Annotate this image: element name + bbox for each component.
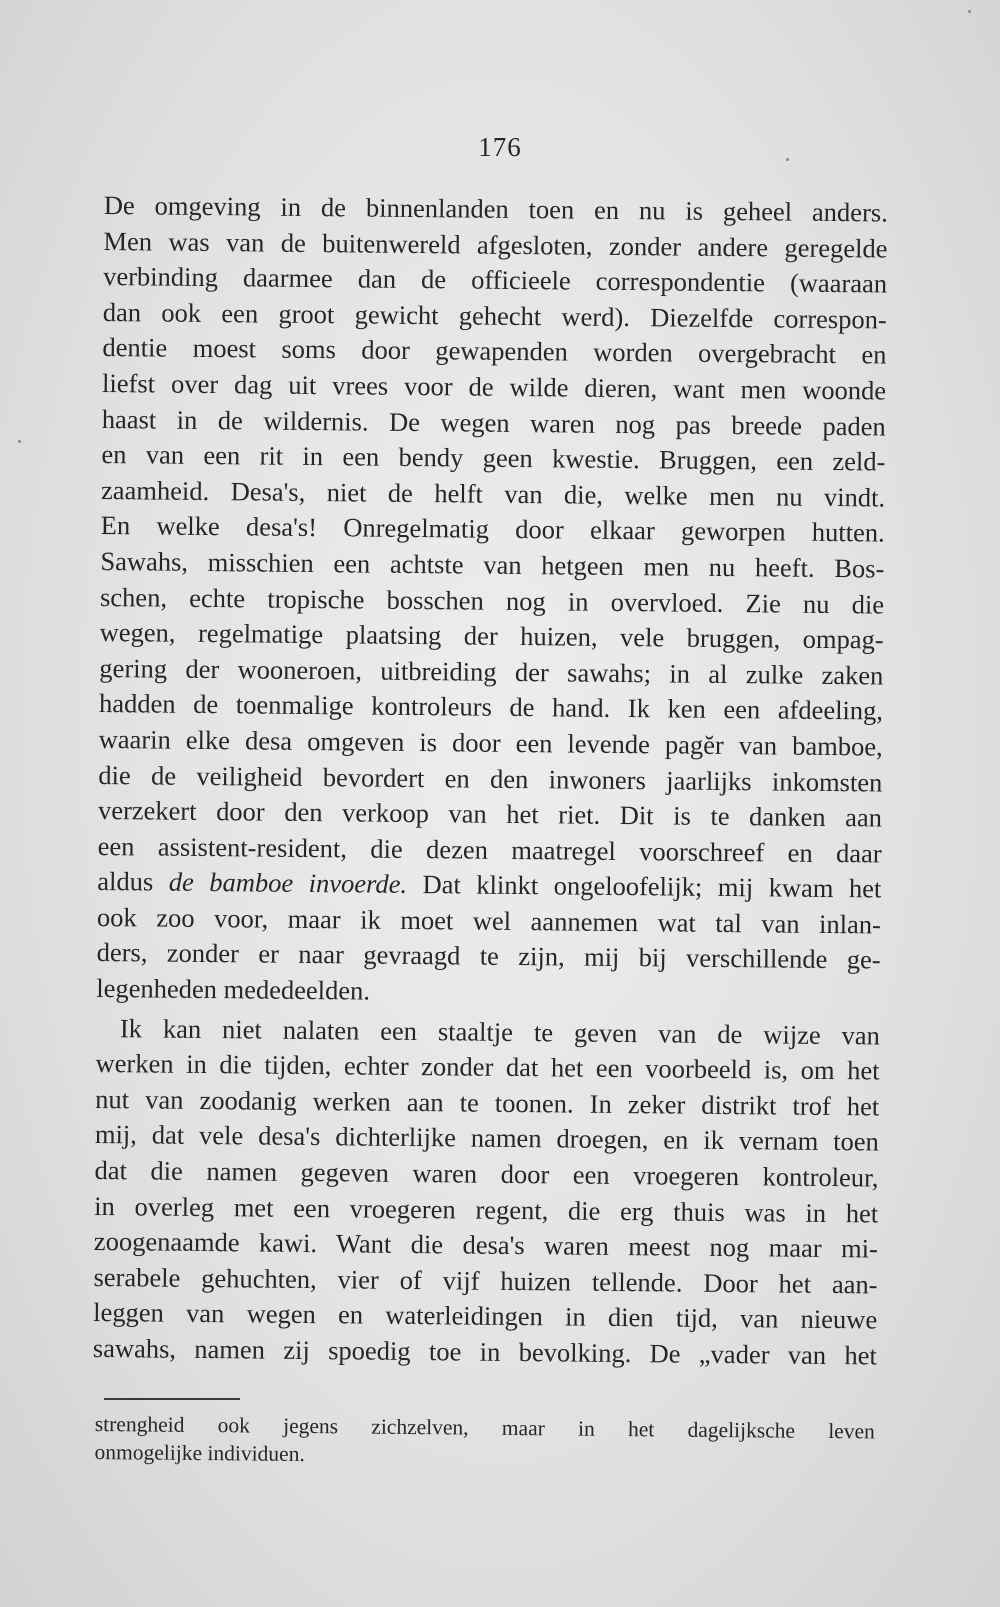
text-line: dat die namen gegeven waren door een vroegeren kontroleur, [94,1154,879,1193]
text-line: serabele gehuchten, vier of vijf huizen tellende. Door het aan- [93,1261,878,1300]
page-number: 176 [478,132,522,162]
text-line: Ik kan niet nalaten een staaltje te geven van de wijze van [119,1012,881,1051]
text-line: werken in die tijden, echter zonder dat het een voorbeeld is, om het [95,1048,880,1086]
text-line: schen, echte tropische bosschen nog in overvloed. Zie nu die [99,581,885,620]
text-line: dan ook een groot gewicht gehecht werd). Diezelfde correspon- [102,296,887,335]
body-text [93,188,888,1374]
text-line: ook zoo voor, maar ik moet wel aannemen wat tal van inlan- [96,901,882,940]
text-line: die de veiligheid bevordert en den inwoners jaarlijks inkomsten [98,759,883,797]
text-line: leggen van wegen en waterleidingen in dien tijd, van nieuwe [93,1297,878,1335]
text-line: liefst over dag uit vrees voor de wilde dieren, want men woonde [101,367,887,406]
paper-speck [968,10,971,13]
footnote-line: strengheid ook jegens zichzelven, maar in het dagelijksche leven [94,1411,875,1444]
italic-phrase: de bamboe invoerde. [168,866,408,900]
text-line: en van een rit in een bendy geen kwestie. Bruggen, een zeld- [101,439,886,477]
text-line: dentie moest soms door gewapenden worden overgebracht en [102,332,887,370]
text-line: legenheden mededeelden. [96,973,371,1006]
text-line: een assistent-resident, die dezen maatregel voorschreef en daar [97,830,882,869]
text-line: ders, zonder er naar gevraagd te zijn, mij bij verschillende ge- [96,937,881,975]
text-line: Sawahs, misschien een achtste van hetgeen men nu heeft. Bos- [100,545,885,584]
text-line: De omgeving in de binnenlanden toen en nu is geheel anders. [103,189,888,228]
text-line: verbinding daarmee dan de officieele correspondentie (waaraan [103,261,888,299]
text-line: nut van zoodanig werken aan te toonen. In zeker distrikt trof het [95,1083,880,1122]
paper-speck [786,158,789,161]
text-line: Men was van de buitenwereld afgesloten, zonder andere geregelde [103,225,888,264]
footnote [94,1410,875,1473]
text-line: verzekert door den verkoop van het riet. Dit is te danken aan [97,795,883,833]
text-line: zoogenaamde kawi. Want die desa's waren meest nog maar mi- [93,1226,878,1264]
text-line: sawahs, namen zij spoedig toe in bevolking. De „vader van het [92,1332,877,1371]
paper-speck [18,440,21,443]
text-line: in overleg met een vroegeren regent, die erg thuis was in het [94,1190,879,1229]
text-line: mij, dat vele desa's dichterlijke namen droegen, en ik vernam toen [94,1119,880,1157]
text-line: zaamheid. Desa's, niet de helft van die, welke men nu vindt. [100,474,886,513]
text-line: wegen, regelmatige plaatsing der huizen, vele bruggen, ompag- [99,617,884,655]
text-line: waarin elke desa omgeven is door een levende pagĕr van bamboe, [98,723,883,762]
text-line: gering der wooneroen, uitbreiding der sawahs; in al zulke zaken [99,652,884,691]
text-segment: aldus [97,866,169,897]
text-segment: Dat klinkt ongeloofelijk; mij kwam het [406,869,882,904]
text-line: hadden de toenmalige kontroleurs de hand. Ik ken een afdeeling, [98,688,884,726]
text-line: En welke desa's! Onregelmatig door elkaar geworpen hutten. [100,510,885,548]
text-line: haast in de wildernis. De wegen waren nog pas breede paden [101,403,886,442]
footnote-line: onmogelijke individuen. [94,1439,305,1467]
footnote-divider [104,1398,240,1400]
